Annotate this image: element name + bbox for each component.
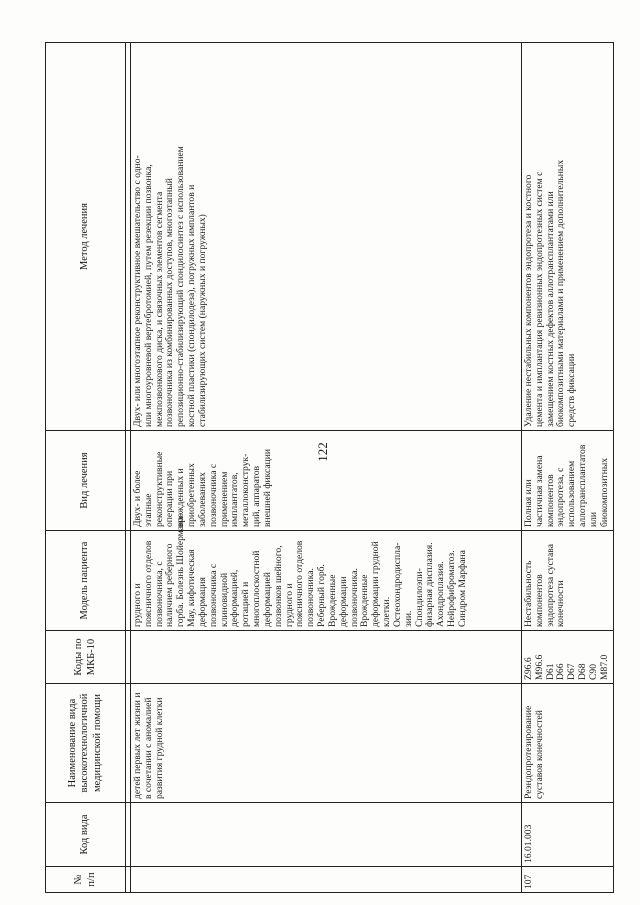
row-treatment-type-cell [131,431,522,531]
cell-text-line: D66 [555,663,567,680]
cell-text-line: ротацией и [240,581,252,627]
header-treatment-method: Метод лечения [46,43,126,431]
cell-text-line: грудного и [132,583,143,627]
row-code-cell: 16.01.003 [522,803,614,867]
header-patient-model: Модель пациента [46,531,126,631]
cell-text-line: или многоуровневой вертебротомией, путем резекции позвонка, [142,164,154,427]
table-header-row [46,43,126,893]
treatment-table [45,42,614,893]
cell-text-line: грудного и [283,583,295,627]
cell-text-line: приобретенных [186,463,198,527]
cell-text-line: или [587,511,599,527]
cell-text-line: Спондилоэпи- [413,568,425,627]
row-number-cell [131,867,522,893]
cell-text-line: Z96.6 [523,657,534,680]
row-mkb-cell [522,631,614,684]
cell-text-line: позвоночника. [305,568,317,627]
cell-text-line: деформацией, [229,569,241,627]
cell-text-line: физарная дисплазия. [424,542,436,627]
cell-text-line: цемента и имплантация ревизионных эндопротезных систем с [533,171,545,427]
cell-text-line: аллотрансплантатов [577,444,589,527]
cell-text-line: деформация [196,577,208,627]
cell-text-line: компонентов [533,574,545,627]
header-code: Код вида [46,803,126,867]
row-number-cell: 107 [522,867,614,893]
cell-text-line: Реберный горб. [316,564,328,627]
cell-text-line: поясничного отделов [142,540,154,627]
cell-text-line: частичная замена [533,455,545,527]
cell-text-line: ций, аппаратов [251,465,263,527]
cell-text-line: многоплоскостной [251,550,263,627]
cell-text-line: деформации грудной [370,541,382,627]
cell-text-line: репозиционно-стабилизирующий спондилосинтез с использованием [175,146,187,427]
cell-text-line: реконструктивные [153,451,165,527]
cell-text-line: стабилизирующих систем (наружных и погружных) [196,214,208,427]
cell-text-line: средств фиксации [566,353,578,427]
cell-text-line: позвонков шейного, [272,545,284,627]
cell-text-line: зии. [402,610,414,627]
row-patient-model-cell [131,513,522,631]
cell-text-line: D68 [577,663,589,680]
cell-text-line: суставов конечностей [533,710,545,799]
cell-text-line: врожденных и [175,468,187,527]
cell-text-line: деформацией [261,572,273,627]
cell-text-line: замещением костных дефектов аллотрансплантатами или [544,191,556,427]
cell-text-line: M87.0 [598,654,610,680]
cell-text-line: позвоночника с [207,463,219,527]
cell-text-line: Нестабильность [523,560,534,627]
cell-text-line: биокомпозитных [598,457,610,527]
cell-text-line: применением [218,471,230,527]
cell-text-line: Нейрофиброматоз. [446,550,458,627]
cell-text-line: клетки. [381,596,393,627]
cell-text-line: межпозвонкового диска, и связочных элементов сегмента [153,191,165,427]
cell-text-line: Врожденные [326,574,338,627]
cell-text-line: внешней фиксации [261,448,273,527]
cell-text-line: Двух- или многоэтапное реконструктивное вмешательство с одно- [132,155,143,427]
row-mkb-cell [131,631,522,684]
header-treatment-type: Вид лечения [46,431,126,531]
cell-text-line: конечности [555,580,567,627]
cell-text-line: биокомпозитными материалами и применением дополнительных [555,159,567,427]
row-name-cell [131,684,522,803]
cell-text-line: позвоночника с [207,563,219,627]
cell-text-line: операции при [164,470,176,527]
cell-text-line: горба. Болезнь Шойермана- [175,513,187,627]
cell-text-line: Реэндопротезирование [523,705,534,799]
cell-text-line: Врожденные [359,574,371,627]
cell-text-line: D67 [566,663,578,680]
row-patient-model-cell [522,531,614,631]
cell-text-line: поясничного отделов [294,540,306,627]
header-mkb: Коды по МКБ-10 [46,631,126,684]
cell-text-line: детей первых лет жизни и [132,692,143,799]
row-name-cell [522,684,614,803]
cell-text-line: клиновидной [218,572,230,627]
header-name: Наименование вида высокотехнологичной медицинской помощи [46,684,126,803]
cell-text-line: в сочетании с аномалией [142,697,154,799]
cell-text-line: металлоконструк- [240,453,252,527]
cell-text-line: Ахондроплазия. [435,561,447,627]
cell-text-line: позвоночника. [348,568,360,627]
cell-text-line: C90 [587,664,599,680]
row-method-cell [522,43,614,431]
cell-text-line: Удаление нестабильных компонентов эндопротеза и костного [523,174,534,427]
row-treatment-type-cell [522,431,614,531]
cell-text-line: заболеваниях [196,472,208,527]
cell-text-line: имплантатов, [229,472,241,527]
cell-text-line: D61 [544,663,556,680]
cell-text-line: эндопротеза, с [555,467,567,527]
cell-text-line: использованием [566,460,578,527]
cell-text-line: костной пластики (спондилодеза), погружных имплантов и [186,184,198,427]
table-row [131,43,522,893]
header-number: № п/п [46,867,126,893]
cell-text-line: позвоночника, с [153,561,165,627]
row-method-cell [131,43,522,431]
cell-text-line: деформации [337,576,349,627]
cell-text-line: позвоночника из комбинированных доступов, многоэтапный [164,178,176,427]
cell-text-line: развития грудной клетки [153,697,165,799]
row-code-cell [131,803,522,867]
cell-text-line: Полная или [523,479,534,527]
cell-text-line: Синдром Марфана [456,550,468,627]
page-number: 122 [315,442,330,462]
cell-text-line: эндопротеза сустава [544,544,556,627]
cell-text-line: этапные [142,493,154,527]
table-row [522,43,614,893]
cell-text-line: Остеохондродиспла- [391,542,403,627]
cell-text-line: наличием реберного [164,543,176,627]
cell-text-line: Двух- и более [132,470,143,527]
cell-text-line: компонентов [544,474,556,527]
cell-text-line: Мау, кифотическая [186,549,198,627]
cell-text-line: M96.6 [533,654,545,680]
